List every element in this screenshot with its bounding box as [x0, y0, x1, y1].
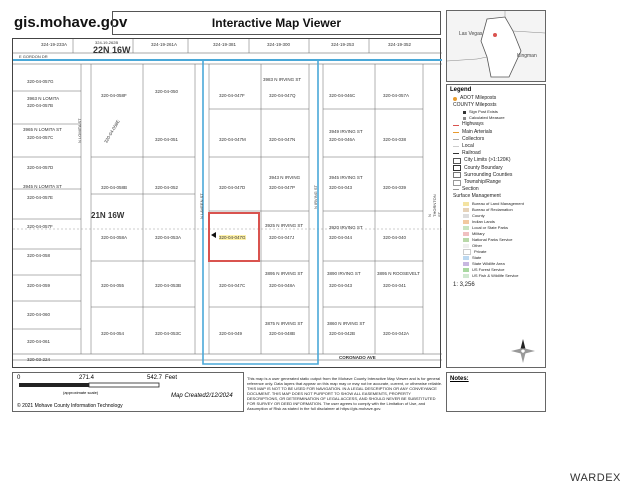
scalebar-panel [12, 372, 244, 412]
road-label-thornton: N THORNTON ST [427, 194, 442, 217]
scale-note: (approximate scale) [63, 390, 99, 395]
parcel-label: 320-04-058F [101, 93, 127, 98]
parcel-label: 320-04-043 [329, 185, 353, 190]
scale-unit: Feet [165, 375, 178, 381]
parcel-label: 320-04-057F [27, 224, 53, 229]
parcel-label: 320-04-047Q [269, 93, 296, 98]
road-label-laveen: N LAVEEN ST [199, 193, 204, 219]
top-parcel-label: 324-19-381 [213, 42, 237, 47]
parcel-label: 320-04-047P [269, 185, 296, 190]
address-label: 3965 N LOMITA ST [23, 127, 62, 132]
parcel-label: 320-04-058B [101, 185, 128, 190]
address-label: 3860 N IRVING ST [327, 321, 366, 326]
legend-item: Local [453, 143, 542, 150]
parcel-label: 320-04-057A [383, 93, 410, 98]
road-label-lomita: N LOMITA ST [77, 118, 82, 143]
township-label-center: 21N 16W [91, 211, 125, 220]
legend-item: County [463, 213, 542, 219]
site-name: gis.mohave.gov [14, 14, 128, 31]
legend-item: US Forest Service [463, 267, 542, 273]
legend-item: Private [463, 249, 542, 255]
parcel-label: 320-04-041 [383, 283, 407, 288]
address-label: 3925 N IRVING ST [265, 223, 304, 228]
legend-item: Surrounding Counties [453, 172, 542, 179]
parcel-label: 320-04-048A [269, 283, 296, 288]
parcel-label: 320-04-040 [383, 235, 407, 240]
top-parcel-label: 324-19-300 [267, 42, 291, 47]
parcel-label: 320-04-039 [383, 185, 407, 190]
parcel-label: 320-04-043 [329, 283, 353, 288]
parcel-label: 320-04-038 [383, 137, 407, 142]
scale-tick: 271.4 [79, 375, 95, 381]
parcel-label: 320-04-060 [27, 312, 51, 317]
north-arrow-icon [511, 339, 535, 363]
disclaimer-text: This map is a user generated static output from the Mohave County Interactive Map Viewer and is for general reference only. Data layers that appear on this map may or may not be accurate, current, or otherwise reliable. THIS MAP IS NOT TO BE USED FOR NAVIGATION. IN A LEGAL DESCRIPTION OR ANY CONVEYANCE DOCUMENT. THIS MAP DOES NOT PURPORT TO SHOW ALL EASEMENTS, PROPERTY DESCRIPTIONS, OR DETERMINATION OF LEGAL ACCESS, AND SHOULD NEVER BE SUBSTITUTED FOR SURVEY OR DEED INFORMATION. The user agrees to comply with the Limitation of Use, and Assumption of Risk as stated in the full disclaimer at https://gis.mohave.gov. [247, 376, 443, 411]
address-label: 3920 IRVING ST [329, 225, 363, 230]
parcel-label: 320-04-050 [155, 89, 179, 94]
parcel-label: 320-04-048B [269, 331, 296, 336]
map-canvas[interactable] [12, 38, 441, 368]
parcel-label: 320-04-042B [329, 331, 356, 336]
notes-box [446, 372, 546, 412]
parcel-label: 320-04-057E [27, 195, 54, 200]
address-label: 3983 N IRVING ST [263, 77, 302, 82]
legend-item: Other [463, 243, 542, 249]
legend-item: County Boundary [453, 165, 542, 172]
parcel-label: 320-04-046A [329, 137, 356, 142]
parcel-label: 320-04-044 [329, 235, 353, 240]
address-label: 3945 IRVING ST [329, 175, 363, 180]
scale-ratio: 1: 3,256 [453, 281, 475, 288]
inset-city-label: Kingman [517, 53, 537, 59]
scale-bar [19, 383, 169, 389]
parcel-label: 320-04-053A [155, 235, 182, 240]
parcel-label: 320-04-058 [27, 253, 51, 258]
legend-item: Highways [453, 121, 542, 128]
legend-item: Railroad [453, 150, 542, 157]
legend-item: Military [463, 231, 542, 237]
road-label-gordon: E GORDON DR [19, 54, 48, 59]
copyright: © 2021 Mohave County Information Technology [17, 403, 123, 409]
legend-panel [446, 84, 546, 368]
map-title: Interactive Map Viewer [112, 11, 441, 35]
legend-item: Local or State Parks [463, 225, 542, 231]
notes-label: Notes: [450, 376, 469, 382]
scale-tick: 0 [17, 375, 21, 381]
map-created-date: 2/12/2024 [206, 393, 233, 399]
legend-item: Surface Management [453, 193, 501, 200]
parcel-label: 320-04-057C [27, 135, 54, 140]
legend-item: Main Arterials [453, 129, 542, 136]
top-parcel-label: 324-19-233A [41, 42, 68, 47]
top-parcel-label: 324-19-261A [151, 42, 178, 47]
parcel-label: 320-04-053B [155, 283, 182, 288]
parcel-label: 320-04-047N [269, 137, 296, 142]
legend-item: Bureau of Land Management [463, 201, 542, 207]
parcel-label: 320-04-047C [219, 283, 246, 288]
legend-item: Calculated Measure [463, 115, 542, 121]
watermark: WARDEX [570, 472, 621, 484]
parcel-label: 320-04-047F [219, 93, 245, 98]
parcel-label: 320-04-054 [101, 331, 125, 336]
parcel-label: 320-04-042A [383, 331, 410, 336]
road-label-irving: N IRVING ST [313, 185, 318, 209]
legend-item: Collectors [453, 136, 542, 143]
top-parcel-label: 324-19-352 [388, 42, 412, 47]
parcel-label: 320-04-057B [27, 103, 54, 108]
inset-city-label: Las Vegas [459, 31, 483, 37]
legend-item: Bureau of Reclamation [463, 207, 542, 213]
legend-item: US Fish & Wildlife Service [463, 273, 542, 279]
legend-item: Section [453, 186, 542, 193]
legend-item: Indian Lands [463, 219, 542, 225]
legend-item: Township/Range [453, 179, 542, 186]
address-label: 3895 N ROOSEVELT [377, 271, 420, 276]
legend-item: COUNTY Mileposts [453, 102, 497, 109]
parcel-label: 320-04-058E [103, 118, 121, 145]
address-label: 3890 IRVING ST [327, 271, 361, 276]
parcel-label: 320-04-049 [219, 331, 243, 336]
top-parcel-label: 324-19-253 [331, 42, 355, 47]
top-parcel-label: 324-19-262B [95, 40, 119, 45]
subject-parcel-label: 320-04-047G [219, 235, 246, 240]
parcel-label: 320-04-051 [155, 137, 179, 142]
parcel-label: 320-04-047J [269, 235, 295, 240]
parcel-label: 320-04-057D [27, 165, 54, 170]
parcel-label: 320-04-059 [27, 283, 51, 288]
legend-item: State [463, 255, 542, 261]
address-label: 3895 N IRVING ST [265, 271, 304, 276]
address-label: 3943 N IRVING [269, 175, 301, 180]
parcel-label: 320-04-057G [27, 79, 54, 84]
address-label: 3875 N IRVING ST [265, 321, 304, 326]
legend-item: Sign Post Exists [463, 109, 542, 115]
locator-inset-map [446, 10, 546, 82]
parcel-label: 320-04-047M [219, 137, 246, 142]
road-label-coronado: CORONADO AVE [339, 355, 376, 360]
legend-item: State Wildlife Area [463, 261, 542, 267]
parcel-label: 320-04-058A [101, 235, 128, 240]
legend-item: City Limits (>1:120K) [453, 157, 542, 164]
township-label: 22N 16W [93, 45, 131, 55]
address-label: 3949 IRVING ST [329, 129, 363, 134]
legend-item: National Parks Service [463, 237, 542, 243]
legend-title: Legend [450, 87, 472, 93]
scale-tick: 542.7 [147, 375, 163, 381]
legend-item: ADOT Mileposts [453, 95, 542, 102]
parcel-label: 320-04-052 [155, 185, 179, 190]
address-label: 3945 N LOMITA ST [23, 184, 62, 189]
parcel-label: 320-04-046C [329, 93, 356, 98]
map-created-label: Map Created: [171, 393, 208, 399]
county-outline [447, 11, 545, 81]
parcel-label: 320-04-047D [219, 185, 246, 190]
address-label: 3963 N LOMITA [27, 96, 60, 101]
parcel-label: 320-03-224 [27, 357, 51, 362]
parcel-label: 320-04-055 [101, 283, 125, 288]
parcel-label: 320-04-053C [155, 331, 182, 336]
parcel-label: 320-04-061 [27, 339, 51, 344]
